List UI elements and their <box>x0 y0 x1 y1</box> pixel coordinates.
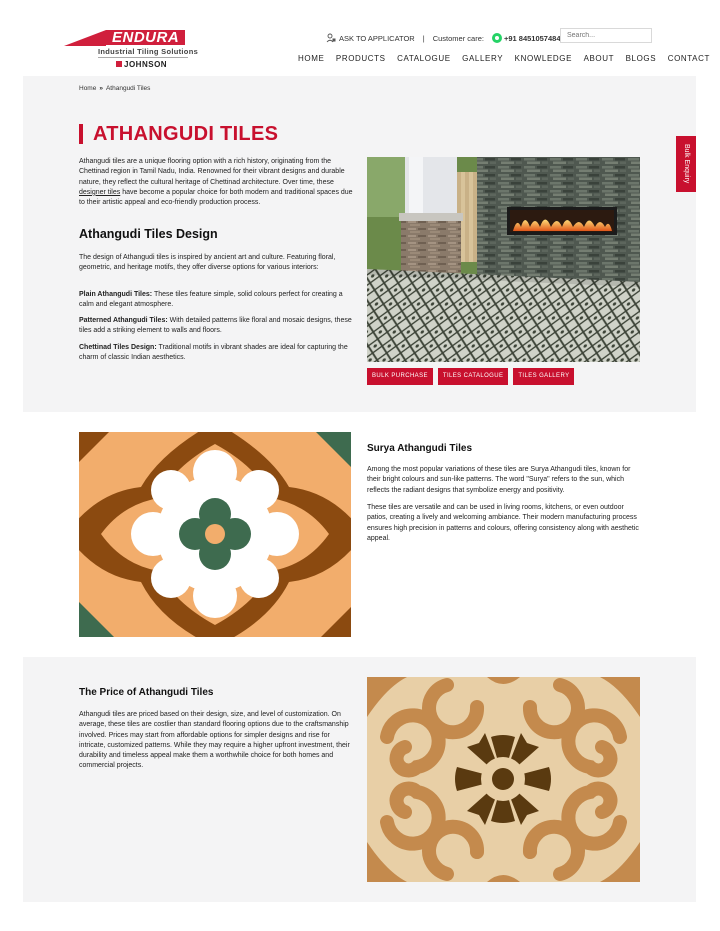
nav-blogs[interactable]: BLOGS <box>625 54 657 63</box>
price-heading: The Price of Athangudi Tiles <box>79 687 214 698</box>
logo-tagline: Industrial Tiling Solutions <box>98 47 199 56</box>
design-item-chettinad <box>79 343 354 364</box>
surya-paragraph-2: These tiles are versatile and can be used in living rooms, kitchens, or even outdoor patios, creating a lively and welcoming ambiance. Their modern manufacturing process ensures high precision in patterns and colours, offering consistency along with aesthetic appeal. <box>367 504 639 542</box>
nav-products[interactable]: PRODUCTS <box>335 54 386 63</box>
customer-care-label: Customer care: <box>432 33 484 43</box>
logo-brand: ENDURA <box>106 30 185 45</box>
design-heading: Athangudi Tiles Design <box>79 227 218 241</box>
design-item-text: With detailed patterns like floral and mosaic designs, these tiles add a striking element to walls and floors. <box>79 317 352 335</box>
design-item-plain <box>79 290 354 311</box>
design-item-label: Plain Athangudi Tiles: <box>79 291 153 298</box>
endura-logo[interactable] <box>64 28 199 72</box>
topbar-separator: | <box>422 33 425 43</box>
nav-home[interactable]: HOME <box>298 54 325 63</box>
phone-link[interactable]: +91 8451057484 <box>503 33 561 43</box>
topbar <box>326 31 578 45</box>
johnson-mark-icon <box>116 61 122 67</box>
applicator-icon <box>326 33 336 43</box>
ask-applicator-link[interactable]: ASK TO APPLICATOR <box>339 33 415 43</box>
logo-partner-text: JOHNSON <box>124 60 168 69</box>
tiles-catalogue-button[interactable]: TILES CATALOGUE <box>438 368 508 385</box>
tiles-gallery-button[interactable]: TILES GALLERY <box>513 368 574 385</box>
page-title: ATHANGUDI TILES <box>93 123 279 145</box>
logo-partner <box>116 60 167 69</box>
design-item-patterned <box>79 316 354 337</box>
search-input[interactable] <box>560 28 652 43</box>
designer-tiles-link[interactable]: designer tiles <box>79 188 121 196</box>
bulk-purchase-button[interactable]: BULK PURCHASE <box>367 368 433 385</box>
design-item-text: These tiles feature simple, solid colours perfect for creating a calm and elegant atmosphere. <box>79 291 343 309</box>
logo-triangle-icon <box>64 30 106 46</box>
bulk-enquiry-tab[interactable]: Bulk Enquiry <box>676 136 696 192</box>
design-intro: The design of Athangudi tiles is inspired by ancient art and culture. Featuring floral, geometric, and heritage motifs, they offer diverse options for various interiors: <box>79 254 336 272</box>
main-nav <box>298 54 720 63</box>
hero-patio-image <box>367 157 640 362</box>
site-header <box>0 0 720 76</box>
swirl-tile-image <box>367 677 640 882</box>
intro-paragraph <box>79 157 354 208</box>
whatsapp-icon[interactable] <box>492 33 502 43</box>
nav-catalogue[interactable]: CATALOGUE <box>397 54 451 63</box>
surya-paragraph-1: Among the most popular variations of these tiles are Surya Athangudi tiles, known for their bright colours and sun-like patterns. The word "Surya" refers to the sun, which reflects the radiant designs that symbolize energy and positivity. <box>367 466 631 494</box>
design-item-text: Traditional motifs in vibrant shades are ideal for capturing the charm of classic Indian aesthetics. <box>79 344 348 362</box>
price-paragraph: Athangudi tiles are priced based on their design, size, and level of customization. On average, these tiles are costlier than standard flooring options due to the craftsmanship involved. Prices may start from affordable options for simpler designs and rise for intricate, customized patterns. While they may require a higher upfront investment, their durability and timeless appeal make them a worthwhile choice for both homes and commercial projects. <box>79 711 350 770</box>
breadcrumb-home[interactable]: Home <box>79 85 97 92</box>
intro-text-end: have become a popular choice for both modern and traditional spaces due to their artistic appeal and eco-friendly production process. <box>79 188 353 207</box>
title-accent-bar <box>79 124 83 144</box>
design-item-label: Patterned Athangudi Tiles: <box>79 317 168 324</box>
nav-about[interactable]: ABOUT <box>583 54 615 63</box>
surya-heading: Surya Athangudi Tiles <box>367 443 473 454</box>
logo-divider <box>98 57 188 58</box>
cta-button-row <box>367 368 579 385</box>
surya-tile-image <box>79 432 351 637</box>
nav-gallery[interactable]: GALLERY <box>462 54 504 63</box>
nav-contact[interactable]: CONTACT <box>667 54 710 63</box>
intro-text: Athangudi tiles are a unique flooring option with a rich history, originating from the Chettinad region in Tamil Nadu, India. Renowned for their vibrant designs and durable nature, they reflect the cultural heritage of Chettinad architecture. Over time, these <box>79 158 345 186</box>
design-item-label: Chettinad Tiles Design: <box>79 344 157 351</box>
breadcrumb <box>79 85 150 92</box>
breadcrumb-current: Athangudi Tiles <box>105 85 151 92</box>
breadcrumb-separator: » <box>99 85 103 92</box>
nav-knowledge[interactable]: KNOWLEDGE <box>514 54 573 63</box>
